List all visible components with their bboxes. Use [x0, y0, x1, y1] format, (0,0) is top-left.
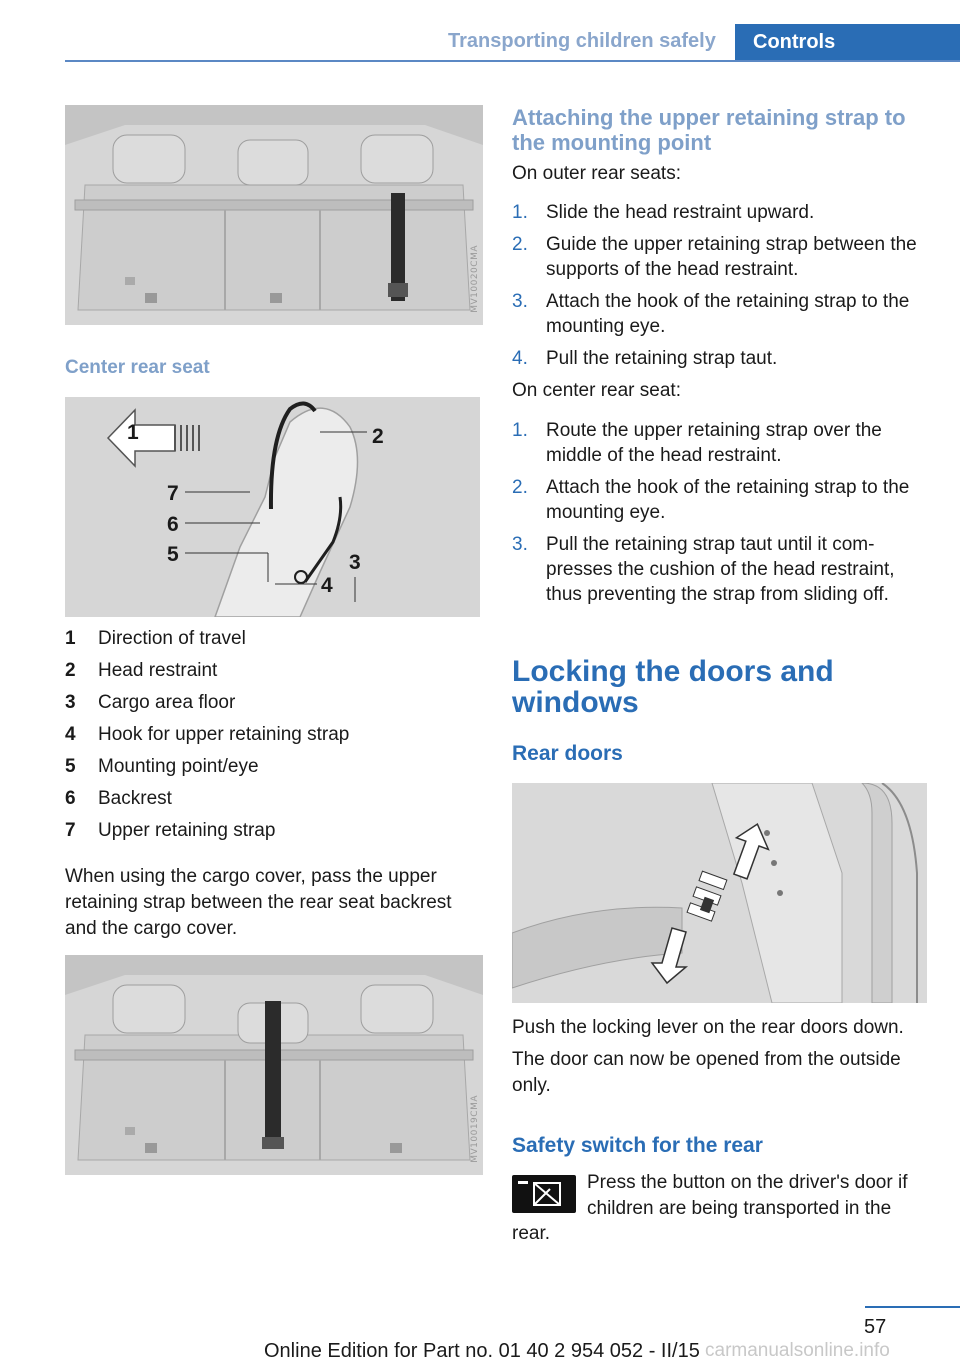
step-text: Attach the hook of the retaining strap to the mounting eye.	[546, 477, 910, 523]
legend-number: 2	[65, 660, 76, 681]
page-number: 57	[864, 1316, 887, 1338]
legend-text: Mounting point/eye	[98, 756, 259, 777]
rear-doors-heading: Rear doors	[512, 742, 623, 765]
callout-6: 6	[167, 513, 179, 536]
watermark: carmanualsonline.info	[705, 1340, 890, 1361]
legend-item	[65, 788, 485, 820]
step-text: Slide the head restraint upward.	[546, 202, 815, 223]
step-item	[512, 346, 932, 371]
step-item	[512, 418, 932, 468]
safety-switch-heading: Safety switch for the rear	[512, 1134, 763, 1157]
figure-caption: Center rear seat	[65, 357, 210, 378]
legend-text: Head restraint	[98, 660, 218, 681]
running-header-tab-label: Controls	[753, 31, 836, 53]
step-number: 4.	[512, 348, 528, 369]
legend-item	[65, 628, 485, 660]
step-text: Attach the hook of the retaining strap to the mounting eye.	[546, 291, 910, 337]
step-item	[512, 475, 932, 525]
legend-text: Backrest	[98, 788, 172, 809]
step-item	[512, 232, 932, 282]
legend-number: 7	[65, 820, 76, 841]
safety-switch-text-line-1: Press the button on the driver's door if	[587, 1172, 908, 1193]
safety-switch-text-line-2: children are being transported in the	[587, 1198, 892, 1219]
center-seat-steps	[512, 418, 932, 614]
legend-item	[65, 724, 485, 756]
callout-5: 5	[167, 543, 179, 566]
figure-code: MV10020CMA	[470, 245, 480, 313]
legend-number: 3	[65, 692, 76, 713]
center-seat-intro: On center rear seat:	[512, 380, 681, 401]
callout-1: 1	[127, 421, 139, 444]
legend-number: 6	[65, 788, 76, 809]
step-number: 3.	[512, 534, 528, 555]
step-text: Guide the upper retaining strap between the supports of the head restraint.	[546, 234, 917, 280]
figure-center-seat-diagram	[65, 397, 480, 617]
callout-3: 3	[349, 551, 361, 574]
attach-heading: Attaching the upper retaining strap to the mounting point	[512, 105, 906, 155]
figure-outer-seat-strap	[65, 105, 483, 325]
callout-2: 2	[372, 425, 384, 448]
locking-heading: Locking the doors and windows	[512, 655, 834, 719]
safety-switch-text-line-3: rear.	[512, 1223, 551, 1244]
edition-footer: Online Edition for Part no. 01 40 2 954 052 - II/15	[264, 1340, 700, 1362]
callout-7: 7	[167, 482, 179, 505]
figure-rear-door-lever	[512, 783, 927, 1003]
legend-item	[65, 820, 485, 852]
running-header-tab	[735, 24, 960, 62]
legend-item	[65, 756, 485, 788]
rear-seat-center-illustration	[65, 955, 483, 1175]
step-number: 1.	[512, 420, 528, 441]
rear-door-lever-illustration	[512, 783, 927, 1003]
step-text: Route the upper retaining strap over the middle of the head restraint.	[546, 420, 882, 466]
legend-text: Upper retaining strap	[98, 820, 276, 841]
header-rule	[65, 60, 960, 62]
legend-text: Hook for upper retaining strap	[98, 724, 350, 745]
figure-code: MV10019CMA	[470, 1095, 480, 1163]
step-text: Pull the retaining strap taut.	[546, 348, 778, 369]
window-lock-glyph	[512, 1175, 576, 1213]
callout-4: 4	[321, 574, 333, 597]
legend-number: 5	[65, 756, 76, 777]
door-outside-text: The door can now be opened from the outside only.	[512, 1049, 901, 1096]
legend-text: Direction of travel	[98, 628, 246, 649]
step-item	[512, 200, 932, 225]
step-number: 1.	[512, 202, 528, 223]
legend-number: 4	[65, 724, 76, 745]
figure-center-seat-strap	[65, 955, 483, 1175]
step-item	[512, 532, 932, 607]
footer-rule	[865, 1306, 960, 1308]
step-item	[512, 289, 932, 339]
step-number: 2.	[512, 477, 528, 498]
legend-item	[65, 660, 485, 692]
step-number: 3.	[512, 291, 528, 312]
step-number: 2.	[512, 234, 528, 255]
push-lever-text: Push the locking lever on the rear doors down.	[512, 1017, 904, 1038]
legend-item	[65, 692, 485, 724]
figure-legend	[65, 628, 485, 852]
outer-seat-steps	[512, 200, 932, 378]
outer-seats-intro: On outer rear seats:	[512, 163, 681, 184]
legend-number: 1	[65, 628, 76, 649]
rear-seat-outer-illustration	[65, 105, 483, 325]
cargo-cover-note: When using the cargo cover, pass the upper retaining strap between the rear seat backrest and the cargo cover.	[65, 866, 452, 939]
running-header-section: Transporting children safely	[448, 30, 716, 52]
legend-text: Cargo area floor	[98, 692, 236, 713]
step-text: Pull the retaining strap taut until it com‐ presses the cushion of the head restraint, thus preventing the strap from sliding off.	[546, 534, 895, 605]
window-lock-button-icon	[512, 1175, 576, 1213]
